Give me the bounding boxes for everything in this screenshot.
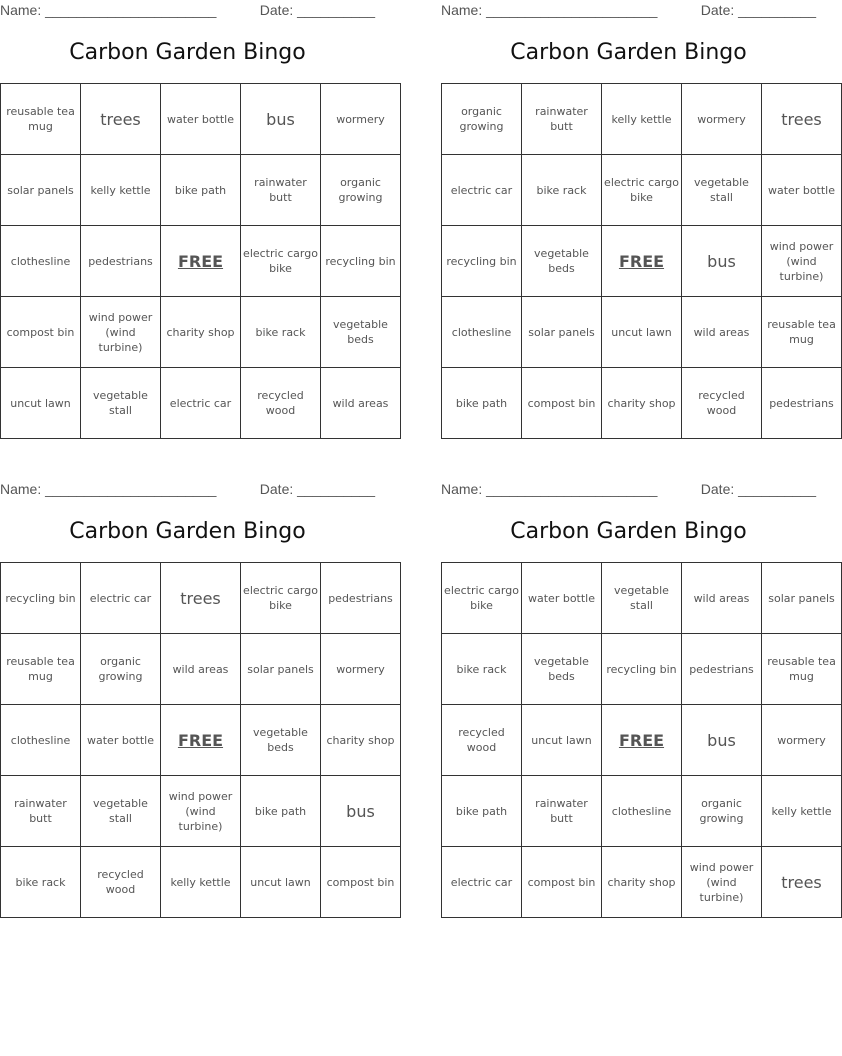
bingo-cell: bike rack [1,847,81,918]
bingo-cell: recycled wood [241,368,321,439]
bingo-cell: trees [762,847,842,918]
bingo-grid [0,562,401,918]
bingo-cell: charity shop [602,368,682,439]
bingo-cell: trees [762,84,842,155]
bingo-cell: charity shop [321,705,401,776]
bingo-cell: uncut lawn [241,847,321,918]
free-space-cell: FREE [161,226,241,297]
bingo-cell: water bottle [522,563,602,634]
bingo-cell: electric car [442,155,522,226]
bingo-cell: pedestrians [81,226,161,297]
grid-row [1,705,401,776]
bingo-cell: bike path [161,155,241,226]
bingo-cell: clothesline [602,776,682,847]
grid-row [1,155,401,226]
card-title: Carbon Garden Bingo [69,519,306,544]
grid-row [442,705,842,776]
bingo-cell: recycling bin [321,226,401,297]
bingo-cell: clothesline [1,226,81,297]
bingo-cell: recycled wood [682,368,762,439]
grid-row [442,776,842,847]
bingo-cell: wild areas [682,297,762,368]
bingo-cell: solar panels [1,155,81,226]
bingo-cell: pedestrians [762,368,842,439]
bingo-cell: wormery [682,84,762,155]
bingo-cell: vegetable beds [321,297,401,368]
bingo-cell: vegetable beds [522,226,602,297]
bingo-cell: compost bin [1,297,81,368]
bingo-cell: recycled wood [442,705,522,776]
grid-row [1,84,401,155]
bingo-grid [441,562,842,918]
bingo-cell: reusable tea mug [762,634,842,705]
name-field-label: Name: ______________________ [441,2,658,18]
bingo-cell: electric cargo bike [602,155,682,226]
bingo-cell: electric cargo bike [442,563,522,634]
bingo-card-1 [0,0,396,440]
grid-row [442,297,842,368]
bingo-cell: vegetable beds [522,634,602,705]
bingo-cell: solar panels [522,297,602,368]
bingo-cell: bike path [442,776,522,847]
bingo-cell: solar panels [762,563,842,634]
bingo-card-4 [441,479,836,919]
grid-row [1,634,401,705]
bingo-cell: kelly kettle [161,847,241,918]
bingo-cell: clothesline [1,705,81,776]
bingo-cell: clothesline [442,297,522,368]
bingo-cell: bus [241,84,321,155]
bingo-cell: trees [81,84,161,155]
bingo-card-3 [0,479,395,919]
bingo-cell: electric cargo bike [241,226,321,297]
bingo-cell: reusable tea mug [762,297,842,368]
bingo-cell: trees [161,563,241,634]
free-space-cell: FREE [602,226,682,297]
grid-row [1,563,401,634]
name-field-label: Name: ______________________ [441,481,658,497]
bingo-cell: water bottle [81,705,161,776]
bingo-cell: rainwater butt [1,776,81,847]
bingo-cell: electric cargo bike [241,563,321,634]
date-field-label: Date: __________ [259,2,375,18]
bingo-cell: pedestrians [682,634,762,705]
free-space-cell: FREE [161,705,241,776]
bingo-cell: electric car [161,368,241,439]
grid-row [442,155,842,226]
bingo-cell: wind power (wind turbine) [161,776,241,847]
grid-row [442,847,842,918]
bingo-cell: wild areas [321,368,401,439]
bingo-cell: wormery [762,705,842,776]
bingo-cell: recycled wood [81,847,161,918]
bingo-cell: wind power (wind turbine) [81,297,161,368]
card-title: Carbon Garden Bingo [69,40,306,65]
bingo-cell: reusable tea mug [1,634,81,705]
bingo-cell: uncut lawn [522,705,602,776]
grid-row [1,368,401,439]
bingo-cell: recycling bin [602,634,682,705]
grid-row [1,847,401,918]
bingo-cell: recycling bin [442,226,522,297]
bingo-cell: water bottle [161,84,241,155]
bingo-cell: compost bin [522,368,602,439]
bingo-cell: bus [682,226,762,297]
bingo-cell: bike rack [442,634,522,705]
bingo-cell: rainwater butt [522,776,602,847]
bingo-card-2 [441,0,836,440]
bingo-cell: bus [682,705,762,776]
card-title: Carbon Garden Bingo [510,519,747,544]
bingo-cell: wild areas [682,563,762,634]
bingo-grid [0,83,401,439]
bingo-cell: compost bin [321,847,401,918]
bingo-cell: kelly kettle [602,84,682,155]
bingo-cell: charity shop [161,297,241,368]
bingo-cell: vegetable stall [682,155,762,226]
bingo-cell: pedestrians [321,563,401,634]
bingo-cell: electric car [442,847,522,918]
bingo-cell: kelly kettle [81,155,161,226]
bingo-cell: uncut lawn [1,368,81,439]
name-field-label: Name: ______________________ [0,2,217,18]
grid-row [1,776,401,847]
bingo-cell: uncut lawn [602,297,682,368]
bingo-cell: organic growing [682,776,762,847]
bingo-cell: wormery [321,634,401,705]
bingo-cell: rainwater butt [241,155,321,226]
bingo-cell: water bottle [762,155,842,226]
bingo-cell: wild areas [161,634,241,705]
grid-row [1,226,401,297]
bingo-cell: bike path [241,776,321,847]
bingo-cell: reusable tea mug [1,84,81,155]
card-title: Carbon Garden Bingo [510,40,747,65]
bingo-cell: kelly kettle [762,776,842,847]
grid-row [1,297,401,368]
bingo-cell: charity shop [602,847,682,918]
grid-row [442,368,842,439]
bingo-cell: vegetable stall [81,368,161,439]
grid-row [442,634,842,705]
bingo-cell: bike path [442,368,522,439]
bingo-cell: wormery [321,84,401,155]
grid-row [442,84,842,155]
name-field-label: Name: ______________________ [0,481,217,497]
bingo-cell: electric car [81,563,161,634]
date-field-label: Date: __________ [259,481,375,497]
bingo-cell: organic growing [81,634,161,705]
bingo-grid [441,83,842,439]
bingo-cell: wind power (wind turbine) [762,226,842,297]
bingo-cell: vegetable beds [241,705,321,776]
date-field-label: Date: __________ [700,2,816,18]
bingo-cell: bike rack [522,155,602,226]
bingo-cell: vegetable stall [602,563,682,634]
bingo-cell: wind power (wind turbine) [682,847,762,918]
grid-row [442,563,842,634]
bingo-cell: bus [321,776,401,847]
free-space-cell: FREE [602,705,682,776]
bingo-cell: solar panels [241,634,321,705]
bingo-cell: compost bin [522,847,602,918]
grid-row [442,226,842,297]
bingo-cell: organic growing [321,155,401,226]
date-field-label: Date: __________ [700,481,816,497]
bingo-cell: rainwater butt [522,84,602,155]
bingo-cell: organic growing [442,84,522,155]
bingo-cell: bike rack [241,297,321,368]
bingo-cell: recycling bin [1,563,81,634]
bingo-cell: vegetable stall [81,776,161,847]
